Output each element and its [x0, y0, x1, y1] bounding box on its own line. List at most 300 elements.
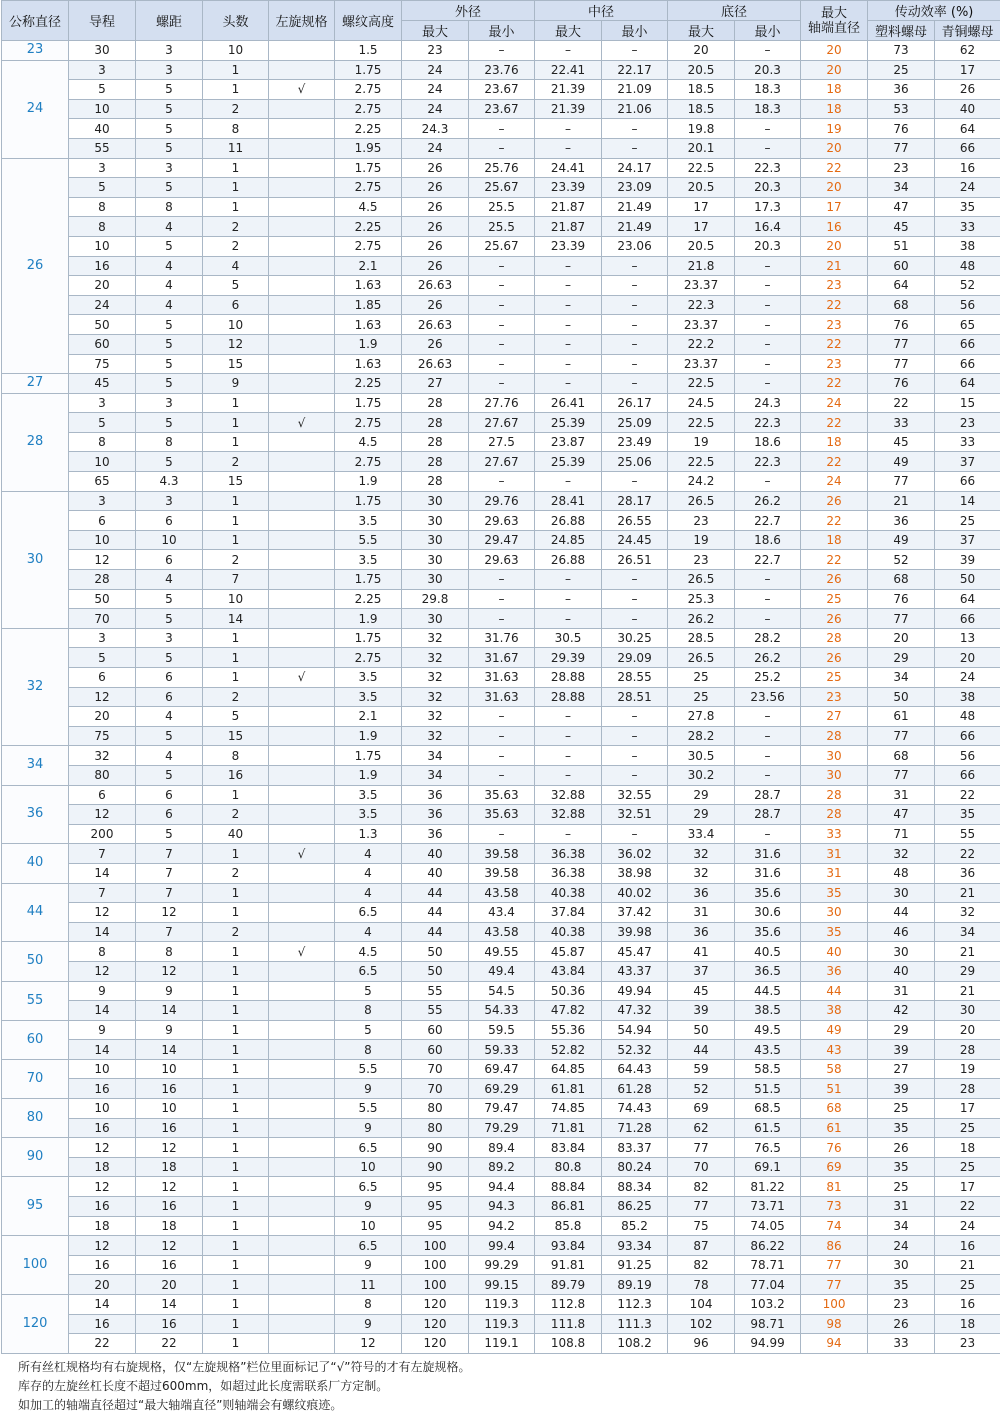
cell-left-hand	[269, 981, 335, 1001]
cell-root-min: 22.3	[735, 158, 801, 178]
cell-root-max: 22.5	[668, 413, 735, 433]
cell-outer-max: 32	[402, 668, 469, 688]
cell-plastic-efficiency: 73	[868, 41, 935, 61]
cell-left-hand	[269, 1295, 335, 1315]
cell-root-min: 20.3	[735, 236, 801, 256]
cell-plastic-efficiency: 33	[868, 1334, 935, 1354]
cell-outer-max: 60	[402, 1020, 469, 1040]
cell-outer-min: 94.3	[469, 1197, 535, 1217]
cell-bronze-efficiency: 21	[935, 1255, 1000, 1275]
cell-lead: 12	[69, 1138, 136, 1158]
cell-middle-max: 28.88	[535, 668, 602, 688]
cell-plastic-efficiency: 77	[868, 726, 935, 746]
cell-lead: 12	[69, 1236, 136, 1256]
cell-thread-height: 2.75	[335, 236, 402, 256]
cell-lead: 3	[69, 158, 136, 178]
cell-lead: 10	[69, 452, 136, 472]
cell-middle-max: –	[535, 354, 602, 374]
cell-root-max: 24.5	[668, 393, 735, 413]
cell-outer-max: 60	[402, 1040, 469, 1060]
cell-root-max: 70	[668, 1157, 735, 1177]
cell-plastic-efficiency: 76	[868, 589, 935, 609]
cell-root-min: 26.2	[735, 648, 801, 668]
table-row	[2, 765, 1000, 785]
cell-outer-max: 28	[402, 432, 469, 452]
cell-starts: 1	[203, 1255, 269, 1275]
cell-outer-max: 30	[402, 550, 469, 570]
cell-max-shaft-diameter: 86	[801, 1236, 868, 1256]
cell-plastic-efficiency: 71	[868, 824, 935, 844]
cell-outer-min: –	[469, 707, 535, 727]
cell-lead: 70	[69, 609, 136, 629]
table-row	[2, 1255, 1000, 1275]
cell-middle-min: 36.02	[602, 844, 668, 864]
cell-starts: 1	[203, 903, 269, 923]
cell-plastic-efficiency: 25	[868, 1099, 935, 1119]
cell-pitch: 22	[136, 1334, 203, 1354]
cell-middle-min: 64.43	[602, 1059, 668, 1079]
cell-bronze-efficiency: 20	[935, 648, 1000, 668]
cell-left-hand	[269, 922, 335, 942]
cell-root-max: 62	[668, 1118, 735, 1138]
cell-left-hand	[269, 1275, 335, 1295]
cell-root-min: –	[735, 138, 801, 158]
cell-max-shaft-diameter: 81	[801, 1177, 868, 1197]
cell-outer-max: 30	[402, 511, 469, 531]
table-row	[2, 472, 1000, 492]
cell-bronze-efficiency: 64	[935, 374, 1000, 394]
cell-plastic-efficiency: 23	[868, 1295, 935, 1315]
cell-starts: 1	[203, 80, 269, 100]
cell-lead: 16	[69, 1255, 136, 1275]
cell-plastic-efficiency: 31	[868, 981, 935, 1001]
cell-plastic-efficiency: 31	[868, 1197, 935, 1217]
cell-pitch: 18	[136, 1216, 203, 1236]
cell-root-max: 23	[668, 511, 735, 531]
cell-thread-height: 5	[335, 1020, 402, 1040]
cell-thread-height: 2.1	[335, 707, 402, 727]
cell-root-min: –	[735, 765, 801, 785]
cell-root-min: –	[735, 472, 801, 492]
cell-middle-min: –	[602, 334, 668, 354]
cell-starts: 2	[203, 236, 269, 256]
cell-root-min: –	[735, 746, 801, 766]
cell-max-shaft-diameter: 35	[801, 883, 868, 903]
cell-bronze-efficiency: 16	[935, 1295, 1000, 1315]
cell-middle-max: 36.38	[535, 844, 602, 864]
cell-left-hand	[269, 765, 335, 785]
cell-middle-max: 30.5	[535, 628, 602, 648]
cell-starts: 1	[203, 432, 269, 452]
cell-nominal-diameter: 80	[2, 1099, 69, 1138]
cell-root-max: 24.2	[668, 472, 735, 492]
cell-middle-max: 71.81	[535, 1118, 602, 1138]
table-row	[2, 374, 1000, 394]
cell-middle-min: 54.94	[602, 1020, 668, 1040]
header-middle-min: 最小	[602, 21, 668, 41]
cell-root-max: 28.2	[668, 726, 735, 746]
cell-starts: 1	[203, 158, 269, 178]
cell-root-max: 23.37	[668, 354, 735, 374]
cell-middle-max: 93.84	[535, 1236, 602, 1256]
cell-plastic-efficiency: 32	[868, 844, 935, 864]
cell-outer-max: 36	[402, 824, 469, 844]
cell-outer-min: –	[469, 334, 535, 354]
cell-lead: 10	[69, 1099, 136, 1119]
cell-thread-height: 4.5	[335, 942, 402, 962]
cell-starts: 1	[203, 197, 269, 217]
cell-root-min: 43.5	[735, 1040, 801, 1060]
cell-outer-min: 31.63	[469, 668, 535, 688]
cell-outer-min: 25.67	[469, 178, 535, 198]
cell-middle-max: 26.41	[535, 393, 602, 413]
cell-starts: 1	[203, 1177, 269, 1197]
cell-nominal-diameter: 32	[2, 628, 69, 746]
cell-max-shaft-diameter: 31	[801, 863, 868, 883]
cell-nominal-diameter: 50	[2, 942, 69, 981]
cell-max-shaft-diameter: 20	[801, 60, 868, 80]
cell-starts: 8	[203, 119, 269, 139]
table-row	[2, 197, 1000, 217]
cell-max-shaft-diameter: 22	[801, 158, 868, 178]
cell-outer-max: 95	[402, 1177, 469, 1197]
cell-starts: 12	[203, 334, 269, 354]
cell-thread-height: 2.75	[335, 648, 402, 668]
cell-nominal-diameter: 60	[2, 1020, 69, 1059]
cell-pitch: 6	[136, 550, 203, 570]
cell-left-hand	[269, 99, 335, 119]
cell-outer-max: 40	[402, 844, 469, 864]
cell-outer-max: 100	[402, 1255, 469, 1275]
cell-pitch: 5	[136, 80, 203, 100]
cell-bronze-efficiency: 38	[935, 236, 1000, 256]
cell-outer-max: 23	[402, 41, 469, 61]
cell-root-min: 36.5	[735, 961, 801, 981]
cell-lead: 14	[69, 1295, 136, 1315]
cell-root-min: –	[735, 589, 801, 609]
cell-max-shaft-diameter: 20	[801, 138, 868, 158]
cell-left-hand	[269, 1177, 335, 1197]
cell-left-hand	[269, 1020, 335, 1040]
cell-outer-min: 79.29	[469, 1118, 535, 1138]
cell-pitch: 10	[136, 1059, 203, 1079]
cell-lead: 75	[69, 726, 136, 746]
cell-starts: 1	[203, 883, 269, 903]
cell-thread-height: 1.3	[335, 824, 402, 844]
cell-outer-min: –	[469, 472, 535, 492]
cell-outer-max: 24.3	[402, 119, 469, 139]
cell-middle-max: 88.84	[535, 1177, 602, 1197]
cell-starts: 2	[203, 805, 269, 825]
cell-bronze-efficiency: 21	[935, 981, 1000, 1001]
cell-root-min: 22.7	[735, 550, 801, 570]
cell-root-max: 52	[668, 1079, 735, 1099]
cell-root-max: 22.5	[668, 158, 735, 178]
cell-root-max: 22.5	[668, 452, 735, 472]
cell-outer-max: 120	[402, 1334, 469, 1354]
cell-pitch: 4	[136, 217, 203, 237]
cell-middle-min: 93.34	[602, 1236, 668, 1256]
cell-bronze-efficiency: 30	[935, 1001, 1000, 1021]
cell-left-hand: √	[269, 668, 335, 688]
cell-plastic-efficiency: 68	[868, 746, 935, 766]
cell-starts: 8	[203, 746, 269, 766]
cell-thread-height: 1.75	[335, 570, 402, 590]
table-body	[2, 41, 1000, 1354]
cell-thread-height: 3.5	[335, 550, 402, 570]
cell-left-hand	[269, 354, 335, 374]
cell-lead: 8	[69, 197, 136, 217]
cell-left-hand	[269, 197, 335, 217]
cell-middle-min: 111.3	[602, 1314, 668, 1334]
cell-pitch: 3	[136, 60, 203, 80]
cell-pitch: 5	[136, 236, 203, 256]
cell-lead: 20	[69, 1275, 136, 1295]
cell-max-shaft-diameter: 22	[801, 374, 868, 394]
cell-starts: 1	[203, 1295, 269, 1315]
cell-outer-min: 25.76	[469, 158, 535, 178]
cell-middle-min: –	[602, 726, 668, 746]
cell-middle-min: –	[602, 256, 668, 276]
cell-plastic-efficiency: 39	[868, 1040, 935, 1060]
cell-root-max: 26.2	[668, 609, 735, 629]
cell-root-max: 29	[668, 785, 735, 805]
cell-plastic-efficiency: 35	[868, 1157, 935, 1177]
cell-thread-height: 9	[335, 1314, 402, 1334]
cell-max-shaft-diameter: 38	[801, 1001, 868, 1021]
cell-pitch: 12	[136, 1236, 203, 1256]
cell-pitch: 18	[136, 1157, 203, 1177]
table-row	[2, 668, 1000, 688]
cell-middle-max: 32.88	[535, 785, 602, 805]
cell-starts: 40	[203, 824, 269, 844]
cell-outer-min: 31.76	[469, 628, 535, 648]
cell-root-max: 18.5	[668, 80, 735, 100]
cell-bronze-efficiency: 22	[935, 785, 1000, 805]
cell-middle-max: –	[535, 119, 602, 139]
cell-max-shaft-diameter: 23	[801, 354, 868, 374]
cell-thread-height: 10	[335, 1216, 402, 1236]
cell-plastic-efficiency: 76	[868, 374, 935, 394]
cell-left-hand	[269, 276, 335, 296]
cell-starts: 1	[203, 961, 269, 981]
cell-left-hand	[269, 530, 335, 550]
cell-root-max: 19.8	[668, 119, 735, 139]
table-row	[2, 550, 1000, 570]
table-row	[2, 570, 1000, 590]
cell-middle-max: 28.41	[535, 491, 602, 511]
cell-plastic-efficiency: 33	[868, 413, 935, 433]
table-row	[2, 628, 1000, 648]
cell-pitch: 14	[136, 1001, 203, 1021]
cell-max-shaft-diameter: 49	[801, 1020, 868, 1040]
cell-middle-max: –	[535, 746, 602, 766]
cell-middle-min: –	[602, 472, 668, 492]
cell-thread-height: 6.5	[335, 961, 402, 981]
cell-starts: 4	[203, 256, 269, 276]
cell-left-hand: √	[269, 942, 335, 962]
cell-root-min: –	[735, 354, 801, 374]
cell-plastic-efficiency: 48	[868, 863, 935, 883]
cell-root-max: 19	[668, 432, 735, 452]
cell-max-shaft-diameter: 73	[801, 1197, 868, 1217]
cell-thread-height: 4	[335, 863, 402, 883]
cell-outer-min: 99.29	[469, 1255, 535, 1275]
cell-middle-min: 88.34	[602, 1177, 668, 1197]
cell-middle-max: –	[535, 765, 602, 785]
cell-max-shaft-diameter: 24	[801, 472, 868, 492]
cell-middle-min: –	[602, 315, 668, 335]
cell-middle-max: 45.87	[535, 942, 602, 962]
cell-bronze-efficiency: 17	[935, 1177, 1000, 1197]
cell-pitch: 8	[136, 197, 203, 217]
table-row	[2, 609, 1000, 629]
cell-max-shaft-diameter: 61	[801, 1118, 868, 1138]
cell-pitch: 5	[136, 648, 203, 668]
cell-root-min: –	[735, 315, 801, 335]
cell-starts: 1	[203, 60, 269, 80]
cell-plastic-efficiency: 49	[868, 530, 935, 550]
cell-pitch: 3	[136, 41, 203, 61]
cell-middle-max: 43.84	[535, 961, 602, 981]
table-row	[2, 413, 1000, 433]
cell-middle-min: –	[602, 765, 668, 785]
cell-middle-max: –	[535, 334, 602, 354]
cell-starts: 2	[203, 99, 269, 119]
cell-bronze-efficiency: 33	[935, 217, 1000, 237]
header-shaft-line1: 最大	[821, 5, 848, 21]
cell-left-hand	[269, 178, 335, 198]
cell-outer-min: 119.3	[469, 1314, 535, 1334]
cell-bronze-efficiency: 21	[935, 942, 1000, 962]
cell-bronze-efficiency: 28	[935, 1079, 1000, 1099]
cell-pitch: 16	[136, 1118, 203, 1138]
cell-middle-min: 26.51	[602, 550, 668, 570]
cell-outer-min: 31.67	[469, 648, 535, 668]
cell-left-hand	[269, 374, 335, 394]
cell-outer-min: 35.63	[469, 785, 535, 805]
cell-outer-min: –	[469, 726, 535, 746]
cell-root-min: 20.3	[735, 178, 801, 198]
cell-middle-max: 40.38	[535, 922, 602, 942]
cell-left-hand	[269, 472, 335, 492]
cell-max-shaft-diameter: 23	[801, 276, 868, 296]
cell-middle-max: –	[535, 295, 602, 315]
cell-root-min: 30.6	[735, 903, 801, 923]
header-plastic-nut: 塑料螺母	[868, 21, 935, 41]
cell-outer-min: 25.5	[469, 197, 535, 217]
cell-plastic-efficiency: 77	[868, 334, 935, 354]
cell-bronze-efficiency: 23	[935, 1334, 1000, 1354]
cell-outer-min: 43.4	[469, 903, 535, 923]
cell-plastic-efficiency: 34	[868, 1216, 935, 1236]
cell-thread-height: 1.5	[335, 41, 402, 61]
cell-root-max: 26.5	[668, 491, 735, 511]
cell-middle-min: 108.2	[602, 1334, 668, 1354]
cell-left-hand	[269, 1216, 335, 1236]
cell-root-max: 37	[668, 961, 735, 981]
cell-pitch: 6	[136, 668, 203, 688]
cell-middle-max: 52.82	[535, 1040, 602, 1060]
cell-root-min: 61.5	[735, 1118, 801, 1138]
cell-lead: 200	[69, 824, 136, 844]
cell-max-shaft-diameter: 24	[801, 393, 868, 413]
cell-thread-height: 3.5	[335, 805, 402, 825]
cell-lead: 9	[69, 1020, 136, 1040]
cell-bronze-efficiency: 40	[935, 99, 1000, 119]
table-row	[2, 1314, 1000, 1334]
cell-lead: 8	[69, 942, 136, 962]
cell-root-min: 31.6	[735, 863, 801, 883]
cell-bronze-efficiency: 24	[935, 668, 1000, 688]
cell-starts: 2	[203, 922, 269, 942]
cell-thread-height: 1.75	[335, 393, 402, 413]
cell-root-min: 24.3	[735, 393, 801, 413]
cell-nominal-diameter: 55	[2, 981, 69, 1020]
cell-root-min: 25.2	[735, 668, 801, 688]
cell-outer-min: 43.58	[469, 922, 535, 942]
cell-bronze-efficiency: 25	[935, 1157, 1000, 1177]
cell-outer-min: –	[469, 746, 535, 766]
cell-max-shaft-diameter: 30	[801, 765, 868, 785]
cell-middle-max: 24.41	[535, 158, 602, 178]
cell-outer-min: 119.1	[469, 1334, 535, 1354]
table-row	[2, 334, 1000, 354]
cell-plastic-efficiency: 45	[868, 432, 935, 452]
cell-lead: 10	[69, 236, 136, 256]
cell-root-min: 22.3	[735, 413, 801, 433]
cell-outer-min: –	[469, 765, 535, 785]
cell-lead: 16	[69, 1314, 136, 1334]
lead-screw-spec-table	[1, 0, 1000, 1354]
cell-middle-min: 23.06	[602, 236, 668, 256]
cell-max-shaft-diameter: 74	[801, 1216, 868, 1236]
cell-max-shaft-diameter: 35	[801, 922, 868, 942]
cell-root-min: 74.05	[735, 1216, 801, 1236]
cell-starts: 1	[203, 1314, 269, 1334]
cell-middle-min: 85.2	[602, 1216, 668, 1236]
cell-plastic-efficiency: 26	[868, 1138, 935, 1158]
cell-max-shaft-diameter: 20	[801, 178, 868, 198]
cell-outer-max: 120	[402, 1295, 469, 1315]
cell-pitch: 6	[136, 511, 203, 531]
cell-outer-max: 40	[402, 863, 469, 883]
cell-root-min: 86.22	[735, 1236, 801, 1256]
cell-middle-max: –	[535, 256, 602, 276]
cell-middle-max: –	[535, 824, 602, 844]
cell-root-max: 36	[668, 883, 735, 903]
cell-thread-height: 1.9	[335, 609, 402, 629]
cell-lead: 50	[69, 315, 136, 335]
cell-starts: 1	[203, 1079, 269, 1099]
table-row	[2, 1197, 1000, 1217]
cell-pitch: 4	[136, 256, 203, 276]
cell-lead: 3	[69, 491, 136, 511]
cell-outer-max: 80	[402, 1118, 469, 1138]
cell-middle-max: 86.81	[535, 1197, 602, 1217]
cell-starts: 11	[203, 138, 269, 158]
cell-nominal-diameter: 27	[2, 374, 69, 394]
cell-starts: 15	[203, 726, 269, 746]
cell-root-min: 73.71	[735, 1197, 801, 1217]
cell-outer-min: 29.47	[469, 530, 535, 550]
cell-bronze-efficiency: 17	[935, 1099, 1000, 1119]
cell-thread-height: 12	[335, 1334, 402, 1354]
cell-lead: 12	[69, 550, 136, 570]
table-row	[2, 1020, 1000, 1040]
cell-outer-max: 30	[402, 491, 469, 511]
cell-pitch: 5	[136, 178, 203, 198]
